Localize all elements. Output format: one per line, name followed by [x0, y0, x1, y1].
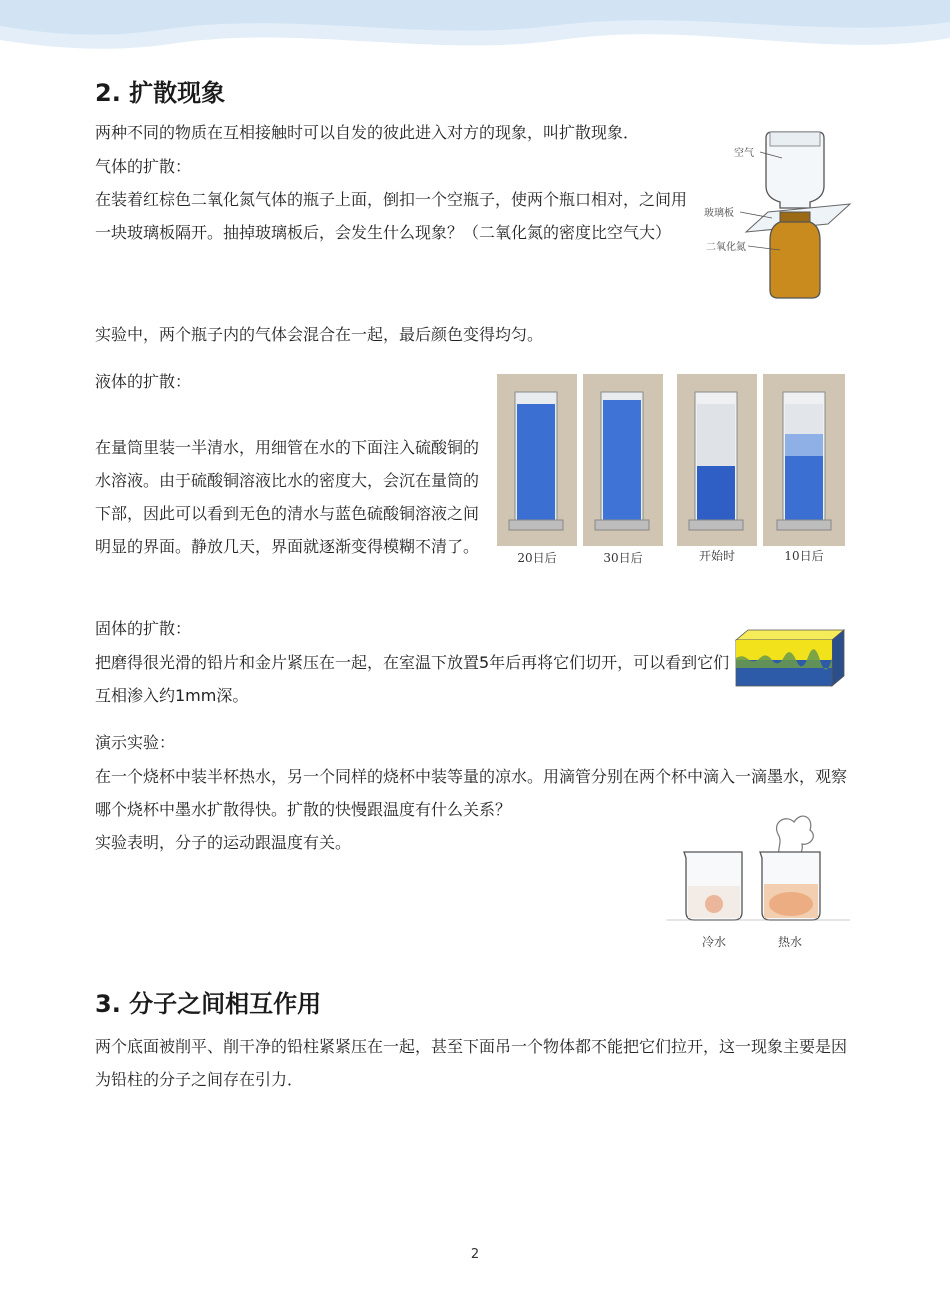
demo-experiment-conclusion: 实验表明，分子的运动跟温度有关。: [95, 833, 352, 852]
liquid-diffusion-figure: [495, 370, 849, 572]
gas-diffusion-result: 实验中，两个瓶子内的气体会混合在一起，最后颜色变得均匀。: [95, 325, 544, 344]
section-3-text: 两个底面被削平、削干净的铅柱紧紧压在一起，甚至下面吊一个物体都不能把它们拉开，这一现象主要是因为铅柱的分子之间存在引力．: [95, 1037, 848, 1089]
gas-diffusion-heading: 气体的扩散：: [95, 157, 192, 176]
demo-experiment-heading: 演示实验：: [95, 733, 176, 752]
label-no2: 二氧化氮: [706, 242, 746, 253]
gas-diffusion-figure: [700, 128, 855, 303]
cylinder-10-days: [763, 374, 845, 563]
liquid-diffusion-text: 在量筒里装一半清水，用细管在水的下面注入硫酸铜的水溶液。由于硫酸铜溶液比水的密度大，会沉在量筒的下部，因此可以看到无色的清水与蓝色硫酸铜溶液之间明显的界面。静放几天，界面就逐渐变得模糊不清了。: [95, 438, 480, 556]
beakers-figure: [664, 800, 850, 960]
label-air: 空气: [734, 148, 754, 159]
diffusion-definition: 两种不同的物质在互相接触时可以自发的彼此进入对方的现象，叫扩散现象．: [95, 123, 640, 142]
solid-diffusion-figure: [734, 628, 846, 690]
gas-diffusion-text: 在装着红棕色二氧化氮气体的瓶子上面，倒扣一个空瓶子，使两个瓶口相对，之间用一块玻璃板隔开。抽掉玻璃板后，会发生什么现象？（二氧化氮的密度比空气大）: [95, 190, 688, 242]
solid-diffusion-text: 把磨得很光滑的铅片和金片紧压在一起，在室温下放置5年后再将它们切开，可以看到它们互相渗入约1mm深。: [95, 653, 730, 705]
header-wave-decoration: [0, 0, 950, 70]
cylinder-start: [677, 374, 757, 563]
solid-diffusion-heading: 固体的扩散：: [95, 619, 192, 638]
cylinder-30-days: [583, 374, 663, 565]
liquid-diffusion-heading: 液体的扩散：: [95, 372, 192, 391]
cylinder-20-days: [497, 374, 577, 565]
label-hot-water: 热水: [777, 935, 803, 949]
demo-experiment-text: 在一个烧杯中装半杯热水，另一个同样的烧杯中装等量的凉水。用滴管分别在两个杯中滴入一滴墨水，观察哪个烧杯中墨水扩散得快。扩散的快慢跟温度有什么关系？: [95, 767, 848, 819]
label-cold-water: 冷水: [701, 935, 727, 949]
caption-30-days: 30日后: [603, 551, 643, 565]
page-number: 2: [470, 1247, 480, 1262]
caption-10-days: 10日后: [784, 549, 824, 563]
section-2-title: 2. 扩散现象: [95, 79, 226, 107]
caption-20-days: 20日后: [517, 551, 557, 565]
caption-start: 开始时: [698, 549, 736, 563]
section-3-title: 3. 分子之间相互作用: [95, 990, 322, 1018]
label-glass-plate: 玻璃板: [704, 208, 734, 219]
